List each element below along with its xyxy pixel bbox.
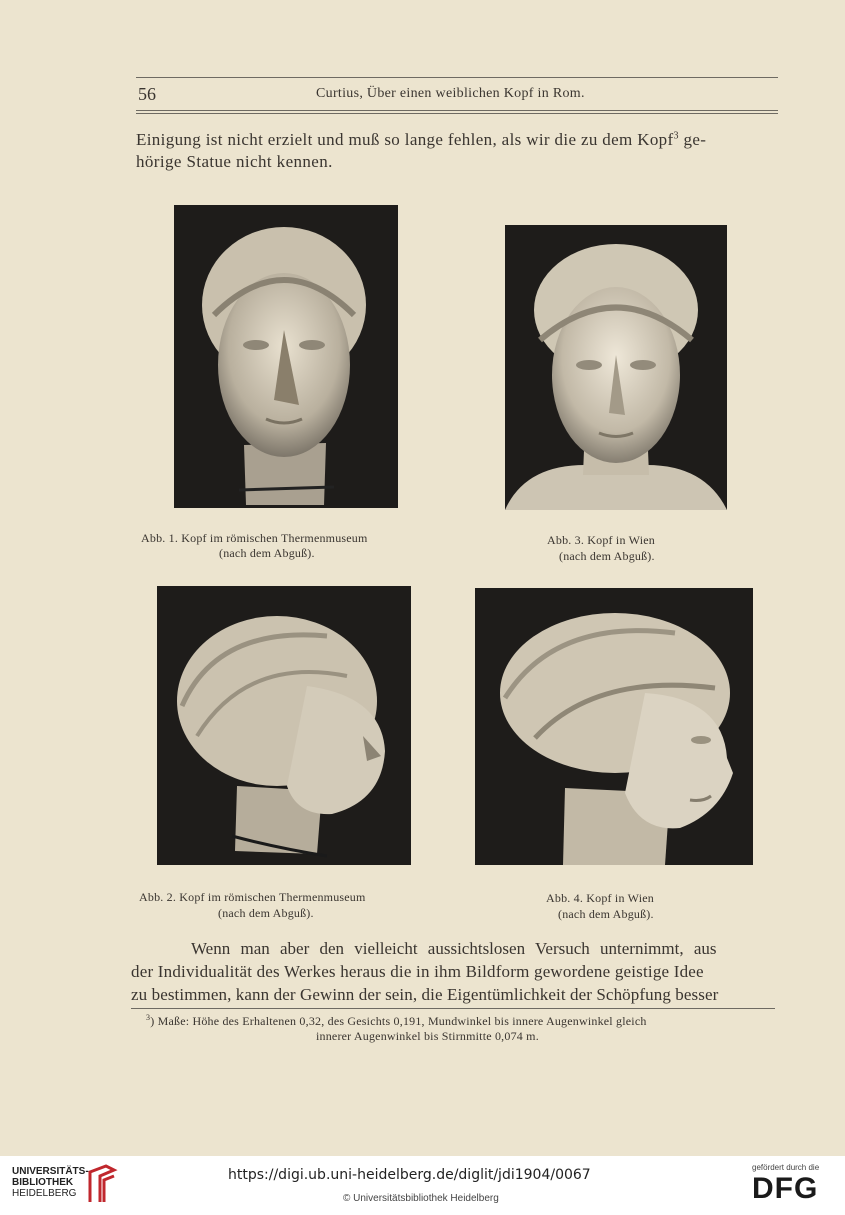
figure-abb2-caption-source: (nach dem Abguß). [218,906,314,920]
dfg-logo[interactable]: DFG [752,1172,819,1205]
figure-abb3-caption-source: (nach dem Abguß). [559,549,655,563]
footnote-line: $^3$) Maße: Höhe des Erhaltenen 0,32, des Gesichts 0,191, Mundwinkel bis innere Augenwinkel gleich [146,1013,647,1028]
footnote-line: innerer Augenwinkel bis Stirnmitte 0,074 m. [316,1029,539,1043]
library-mark-icon [86,1162,118,1206]
frontal-head-icon [505,225,727,510]
funding-label: gefördert durch die [752,1163,820,1172]
body-text-line: Einigung ist nicht erzielt und muß so lange fehlen, als wir die zu dem Kopf$^3$ ge- [136,130,707,149]
logo-text-line: HEIDELBERG [12,1188,77,1199]
page-number: 56 [138,84,156,104]
body-text-line: hörige Statue nicht kennen. [136,152,333,171]
footnote-ref: 3 [673,130,679,142]
footer-bar [0,1156,845,1215]
footnote-rule [131,1008,775,1009]
figure-abb4-caption: Abb. 4. Kopf in Wien [546,891,654,905]
header-top-rule [136,77,778,78]
profile-head-damaged-icon [157,586,411,865]
figure-abb4-photo [475,588,753,865]
logo-text-line: UNIVERSITÄTS- [12,1166,89,1177]
header-bottom-rule-2 [136,113,778,114]
figure-abb3-caption: Abb. 3. Kopf in Wien [547,533,655,547]
figure-abb4-caption-source: (nach dem Abguß). [558,907,654,921]
copyright-notice: © Universitätsbibliothek Heidelberg [343,1193,499,1204]
body-text-line: zu bestimmen, kann der Gewinn der sein, die Eigentümlichkeit der Schöpfung besser [131,985,719,1004]
figure-abb1-caption: Abb. 1. Kopf im römischen Thermenmuseum [141,531,368,545]
permalink-url[interactable]: https://digi.ub.uni-heidelberg.de/diglit/jdi1904/0067 [228,1167,591,1183]
logo-text-line: BIBLIOTHEK [12,1177,74,1188]
figure-abb1-caption-source: (nach dem Abguß). [219,546,315,560]
header-bottom-rule [136,110,778,111]
frontal-head-damaged-nose-icon [174,205,398,508]
body-text-line: Wenn man aber den vielleicht aussichtslosen Versuch unternimmt, aus [191,939,717,958]
figure-abb2-caption: Abb. 2. Kopf im römischen Thermenmuseum [139,890,366,904]
footnote-marker: 3 [146,1013,151,1022]
profile-head-icon [475,588,753,865]
library-logo[interactable] [12,1166,89,1199]
running-title: Curtius, Über einen weiblichen Kopf in Rom. [316,86,585,101]
figure-abb1-photo [174,205,398,508]
figure-abb3-photo [505,225,727,510]
figure-abb2-photo [157,586,411,865]
body-text-line: der Individualität des Werkes heraus die in ihm Bildform gewordene geistige Idee [131,962,704,981]
